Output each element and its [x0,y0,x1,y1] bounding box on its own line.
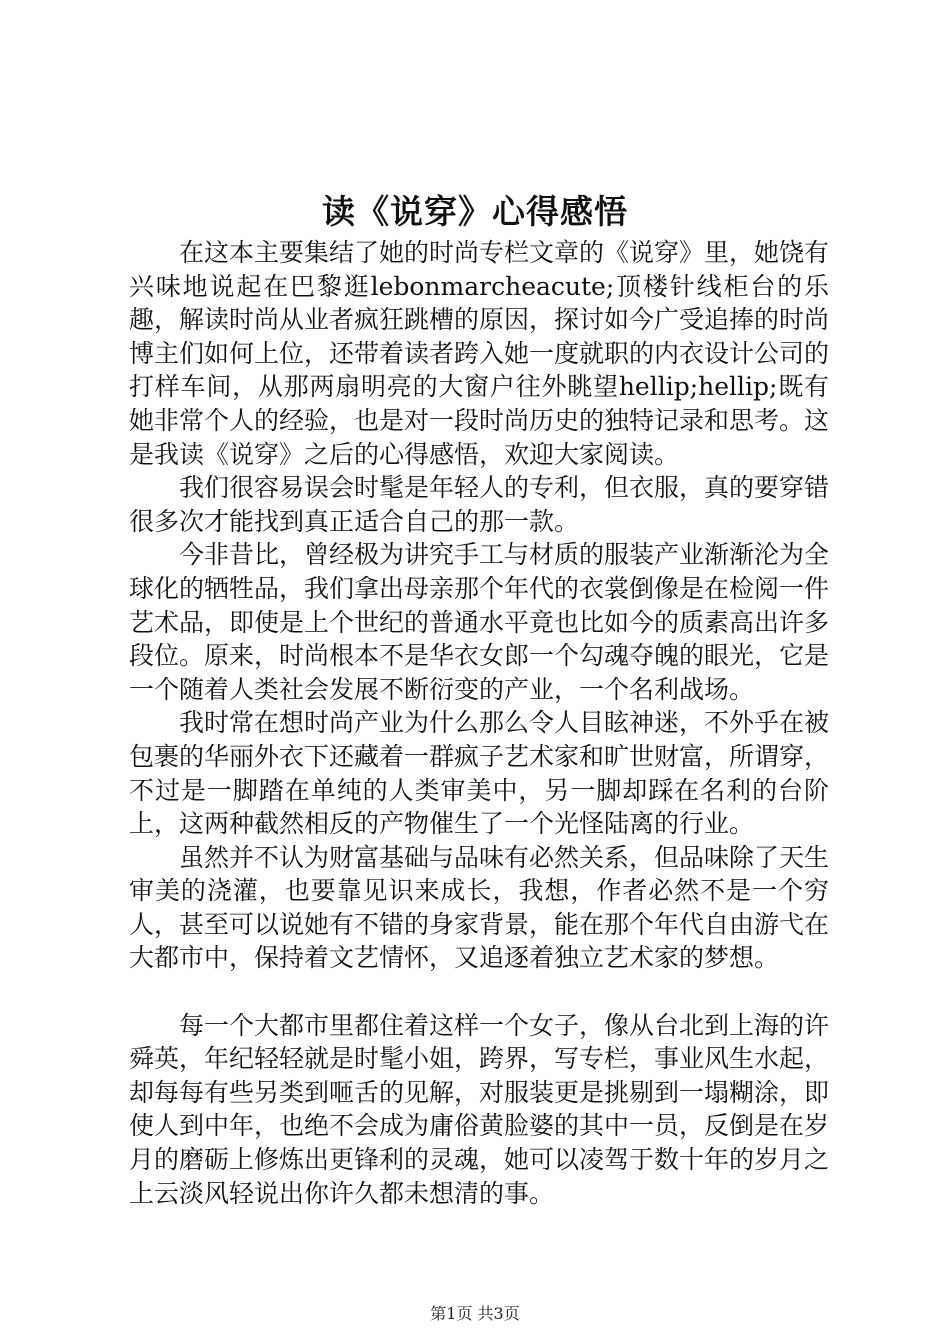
paragraph-5: 虽然并不认为财富基础与品味有必然关系，但品味除了天生审美的浇灌，也要靠见识来成长，我想，作者必然不是一个穷人，甚至可以说她有不错的身家背景，能在那个年代自由游弋在大都市中，保持着文艺情怀，又追逐着独立艺术家的梦想。 [129,842,830,973]
document-title: 读《说穿》心得感悟 [322,192,628,231]
page-number-footer: 第1页 共3页 [430,1304,520,1323]
document-body [129,236,829,1210]
paragraph-1: 在这本主要集结了她的时尚专栏文章的《说穿》里，她饶有兴味地说起在巴黎逛lebonmarcheacute;顶楼针线柜台的乐趣，解读时尚从业者疯狂跳槽的原因，探讨如今广受追捧的时尚博主们如何上位，还带着读者跨入她一度就职的内衣设计公司的打样车间，从那两扇明亮的大窗户往外眺望hellip;hellip;既有她非常个人的经验，也是对一段时尚历史的独特记录和思考。这是我读《说穿》之后的心得感悟，欢迎大家阅读。 [129,238,830,469]
paragraph-2: 我们很容易误会时髦是年轻人的专利，但衣服，真的要穿错很多次才能找到真正适合自己的那一款。 [129,473,830,536]
paragraph-4: 我时常在想时尚产业为什么那么令人目眩神迷，不外乎在被包裹的华丽外衣下还藏着一群疯子艺术家和旷世财富，所谓穿，不过是一脚踏在单纯的人类审美中，另一脚却踩在名利的台阶上，这两种截然相反的产物催生了一个光怪陆离的行业。 [129,708,830,839]
paragraph-3: 今非昔比，曾经极为讲究手工与材质的服装产业渐渐沦为全球化的牺牲品，我们拿出母亲那个年代的衣裳倒像是在检阅一件艺术品，即使是上个世纪的普通水平竟也比如今的质素高出许多段位。原来，时尚根本不是华衣女郎一个勾魂夺魄的眼光，它是一个随着人类社会发展不断衍变的产业，一个名利战场。 [129,540,830,704]
paragraph-6: 每一个大都市里都住着这样一个女子，像从台北到上海的许舜英，年纪轻轻就是时髦小姐，跨界，写专栏，事业风生水起，却每每有些另类到咂舌的见解，对服装更是挑剔到一塌糊涂，即使人到中年，也绝不会成为庸俗黄脸婆的其中一员，反倒是在岁月的磨砺上修炼出更锋利的灵魂，她可以凌驾于数十年的岁月之上云淡风轻说出你许久都未想清的事。 [129,1010,830,1208]
